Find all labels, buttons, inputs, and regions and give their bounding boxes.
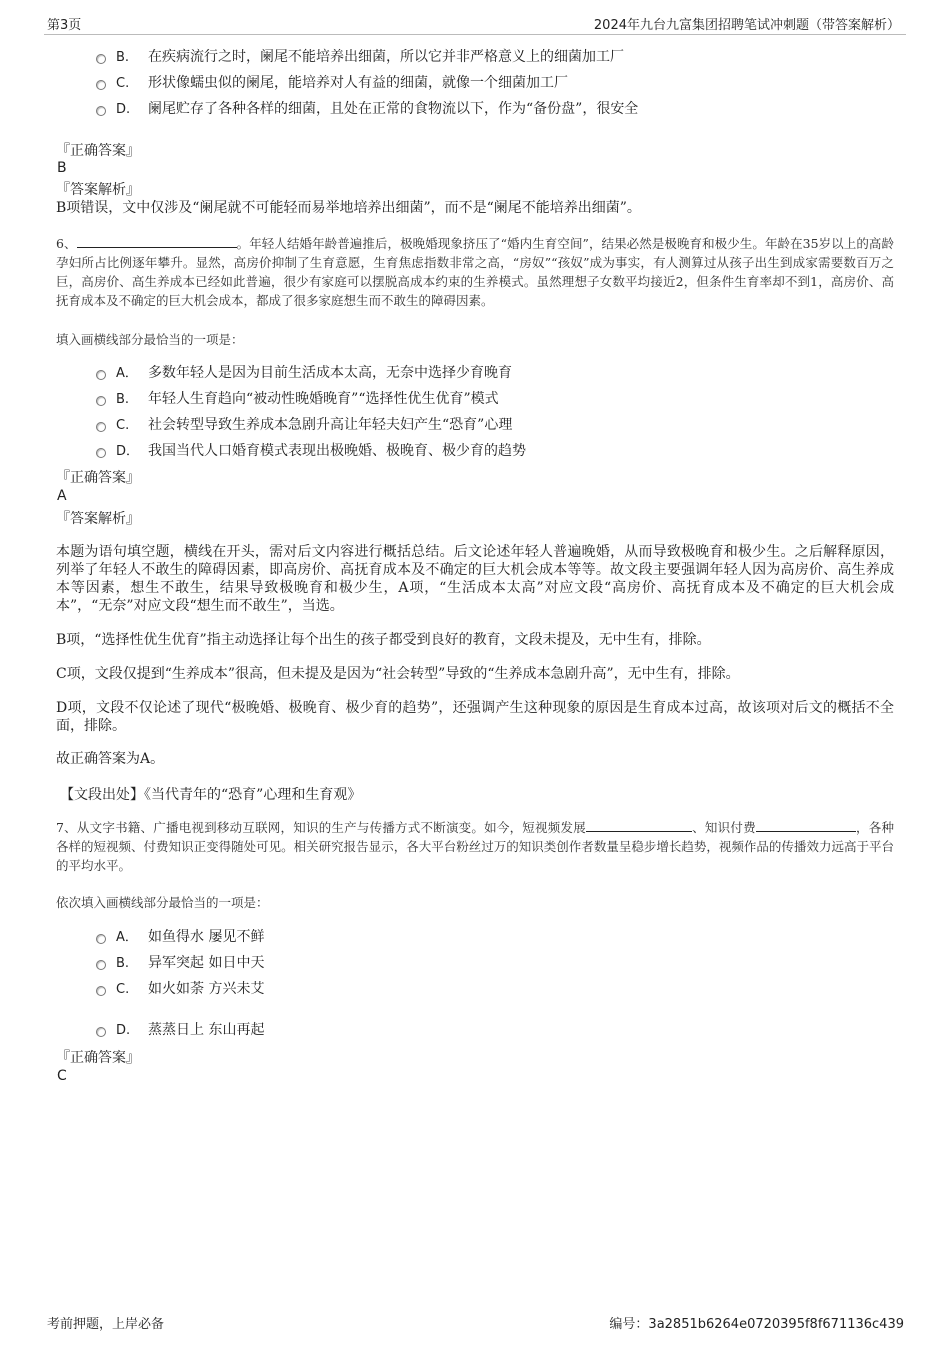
q5-answer: B [57, 160, 67, 176]
q6-option-c[interactable]: C. 社会转型导致生养成本急剧升高让年轻夫妇产生“恐育”心理 [96, 416, 512, 435]
radio-icon[interactable] [96, 986, 106, 996]
document-code: 编号：3a2851b6264e0720395f8f671136c439 [609, 1317, 904, 1332]
q6-option-b[interactable]: B. 年轻人生育趋向“被动性晚婚晚育”“选择性优生优育”模式 [96, 390, 499, 409]
q7-answer: C [57, 1068, 67, 1084]
radio-icon[interactable] [96, 422, 106, 432]
q6-analysis-label: 『答案解析』 [56, 511, 140, 527]
radio-icon[interactable] [96, 1027, 106, 1037]
q7-stem: 7、从文字书籍、广播电视到移动互联网，知识的生产与传播方式不断演变。如今，短视频发展 、知识付费 ，各种各样的短视频、付费知识正变得随处可见。相关研究报告显示，各大平台粉丝过万的知识类创作者数量呈稳步增长趋势，视频作品的传播效力远高于平台的平均水平。 [56, 820, 894, 873]
q6-prompt: 填入画横线部分最恰当的一项是： [56, 332, 244, 347]
q5-analysis: B项错误，文中仅涉及“阑尾就不可能轻而易举地培养出细菌”，而不是“阑尾不能培养出细菌”。 [56, 200, 641, 216]
q6-option-a[interactable]: A． 多数年轻人是因为目前生活成本太高，无奈中选择少育晚育 [96, 364, 512, 383]
radio-icon[interactable] [96, 106, 106, 116]
q6-analysis-paragraph: 本题为语句填空题，横线在开头，需对后文内容进行概括总结。后文论述年轻人普遍晚婚，从而导致极晚育和极少生。之后解释原因，列举了年轻人不敢生的障碍因素，即高房价、高抚育成本及不确定的巨大机会成本等等。故文段主要强调年轻人因为高房价、高生养成本等因素，想生不敢生，结果导致极晚育和极少生，A项，“生活成本太高”对应文段“高房价、高抚育成本及不确定的巨大机会成本”，“无奈”对应文段“想生而不敢生”，当选。 [56, 544, 894, 614]
q7-answer-label: 『正确答案』 [56, 1050, 140, 1066]
q7-option-a[interactable]: A． 如鱼得水 屡见不鲜 [96, 928, 264, 947]
q7-option-c[interactable]: C. 如火如荼 方兴未艾 [96, 980, 264, 999]
fill-blank [756, 819, 856, 832]
q5-answer-label: 『正确答案』 [56, 143, 140, 159]
q6-analysis-paragraph: D项，文段不仅论述了现代“极晚婚、极晚育、极少育的趋势”，还强调产生这种现象的原因是生育成本过高，故该项对后文的概括不全面，排除。 [56, 700, 894, 734]
q6-analysis-paragraph: 故正确答案为A。 [56, 751, 165, 767]
footer-slogan: 考前押题，上岸必备 [47, 1317, 165, 1332]
radio-icon[interactable] [96, 80, 106, 90]
q7-option-d[interactable]: D. 蒸蒸日上 东山再起 [96, 1021, 264, 1040]
fill-blank [77, 235, 237, 248]
q6-stem: 6、 。年轻人结婚年龄普遍推后，极晚婚现象挤压了“婚内生育空间”，结果必然是极晚育和极少生。年龄在35岁以上的高龄孕妇所占比例逐年攀升。显然，高房价抑制了生育意愿，生育焦虑指数非常之高，“房奴”“孩奴”成为事实，有人测算过从孩子出生到成家需要数百万之巨，高房价、高生养成本已经如此普遍，很少有家庭可以摆脱高成本约束的生养模式。虽然理想子女数平均接近2，但条件生育率却不到1，高房价、高抚育成本及不确定的巨大机会成本，都成了很多家庭想生而不敢生的障碍因素。 [56, 236, 894, 308]
fill-blank [586, 819, 692, 832]
q5-analysis-label: 『答案解析』 [56, 182, 140, 198]
radio-icon[interactable] [96, 396, 106, 406]
q5-option-d[interactable]: D. 阑尾贮存了各种各样的细菌，且处在正常的食物流以下，作为“备份盘”，很安全 [96, 100, 638, 119]
q6-analysis-paragraph: B项，“选择性优生优育”指主动选择让每个出生的孩子都受到良好的教育，文段未提及，无中生有，排除。 [56, 632, 711, 648]
q6-option-d[interactable]: D． 我国当代人口婚育模式表现出极晚婚、极晚育、极少育的趋势 [96, 442, 526, 461]
q5-option-c[interactable]: C. 形状像蠕虫似的阑尾，能培养对人有益的细菌，就像一个细菌加工厂 [96, 74, 568, 93]
q6-analysis-paragraph: C项，文段仅提到“生养成本”很高，但未提及是因为“社会转型”导致的“生养成本急剧升高”，无中生有，排除。 [56, 666, 740, 682]
radio-icon[interactable] [96, 960, 106, 970]
q6-answer: A [57, 488, 67, 504]
q6-source: 【文段出处】《当代青年的“恐育”心理和生育观》 [60, 787, 362, 803]
radio-icon[interactable] [96, 448, 106, 458]
q7-option-b[interactable]: B. 异军突起 如日中天 [96, 954, 264, 973]
page-number: 第3页 [47, 18, 82, 33]
radio-icon[interactable] [96, 370, 106, 380]
radio-icon[interactable] [96, 934, 106, 944]
document-title: 2024年九台九富集团招聘笔试冲刺题（带答案解析） [593, 18, 900, 33]
q7-prompt: 依次填入画横线部分最恰当的一项是： [56, 895, 269, 910]
q6-answer-label: 『正确答案』 [56, 470, 140, 486]
q5-option-b[interactable]: B. 在疾病流行之时，阑尾不能培养出细菌，所以它并非严格意义上的细菌加工厂 [96, 48, 624, 67]
radio-icon[interactable] [96, 54, 106, 64]
page-header [44, 12, 906, 35]
